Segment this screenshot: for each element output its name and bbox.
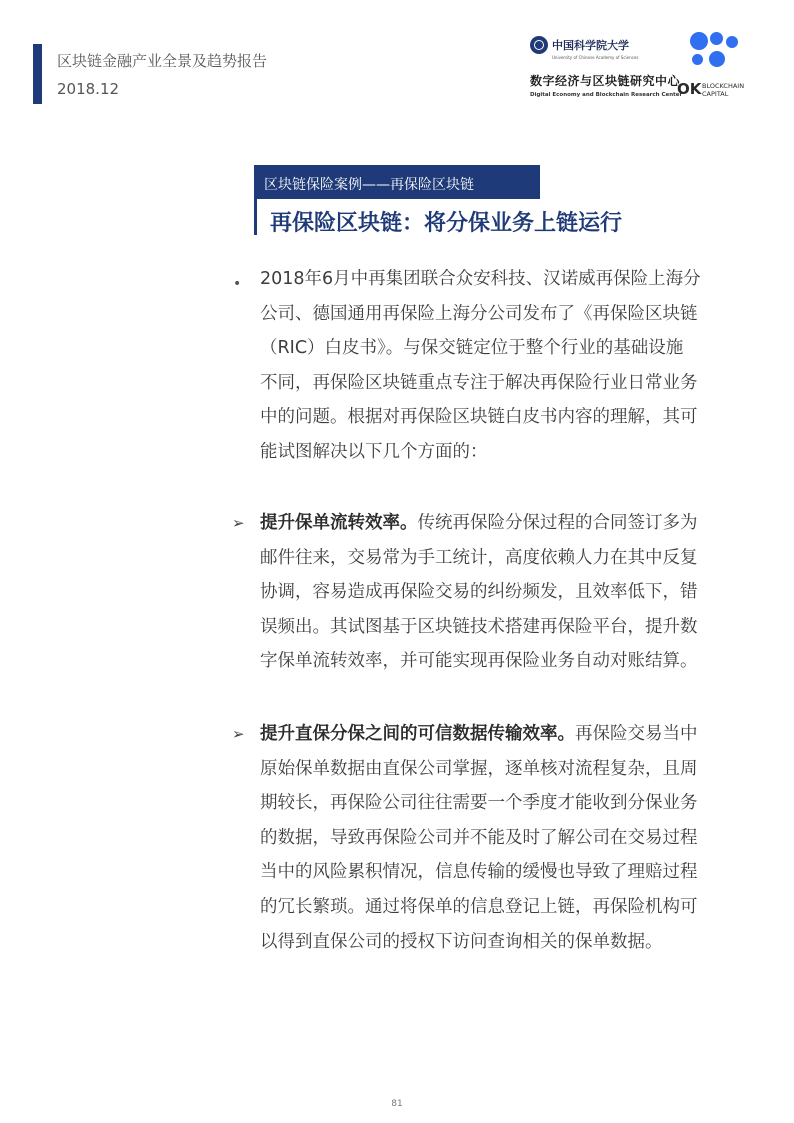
paragraph-line: 提升直保分保之间的可信数据传输效率。再保险交易当中 xyxy=(260,724,698,744)
paragraph-line: 误频出。其试图基于区块链技术搭建再保险平台，提升数 xyxy=(260,616,698,637)
paragraph-line: 能试图解决以下几个方面的： xyxy=(260,441,488,462)
research-center-english-name: Digital Economy and Blockchain Research Center xyxy=(530,92,683,98)
ucas-english-name: University of Chinese Academy of Sciences xyxy=(552,55,639,60)
paragraph-line: 公司、德国通用再保险上海分公司发布了《再保险区块链 xyxy=(260,303,698,324)
paragraph-line: 的数据，导致再保险公司并不能及时了解公司在交易过程 xyxy=(260,827,698,848)
paragraph-line: 协调，容易造成再保险交易的纠纷频发，且效率低下，错 xyxy=(260,582,698,603)
paragraph-line: 期较长，再保险公司往往需要一个季度才能收到分保业务 xyxy=(260,793,698,814)
ucas-name: 中国科学院大学 xyxy=(552,39,629,52)
paragraph-line: 的冗长繁琐。通过将保单的信息登记上链，再保险机构可 xyxy=(260,896,698,917)
paragraph-line: 当中的风险累积情况，信息传输的缓慢也导致了理赔过程 xyxy=(260,862,698,883)
paragraph-line: 中的问题。根据对再保险区块链白皮书内容的理解，其可 xyxy=(260,407,698,428)
point-lead: 提升保单流转效率。 xyxy=(260,513,418,533)
page-title: 再保险区块链：将分保业务上链运行 xyxy=(270,211,623,236)
paragraph-line: 字保单流转效率，并可能实现再保险业务自动对账结算。 xyxy=(260,651,698,672)
header-accent-bar xyxy=(33,44,42,104)
paragraph-line: 以得到直保公司的授权下访问查询相关的保单数据。 xyxy=(260,931,663,952)
point-lead: 提升直保分保之间的可信数据传输效率。 xyxy=(260,724,575,744)
point-paragraph-2 xyxy=(260,717,740,959)
section-label: 区块链保险案例——再保险区块链 xyxy=(264,177,474,193)
title-accent-rule xyxy=(254,199,257,235)
intro-paragraph xyxy=(260,262,740,470)
paragraph-line: （RIC）白皮书》。与保交链定位于整个行业的基础设施 xyxy=(260,338,684,359)
point-paragraph-1 xyxy=(260,506,740,679)
ucas-logo xyxy=(530,36,670,60)
arrow-bullet-icon: ➢ xyxy=(232,514,245,532)
paragraph-line: 提升保单流转效率。传统再保险分保过程的合同签订多为 xyxy=(260,513,698,533)
paragraph-line: 原始保单数据由直保公司掌握，逐单核对流程复杂，且周 xyxy=(260,758,698,779)
okb-mark: OK xyxy=(677,80,702,98)
arrow-bullet-icon: ➢ xyxy=(232,725,245,743)
research-center-name: 数字经济与区块链研究中心 xyxy=(530,74,681,88)
paragraph-line: 2018年6月中再集团联合众安科技、汉诺威再保险上海分 xyxy=(260,269,701,289)
bullet-icon: • xyxy=(233,276,242,292)
paragraph-line: 不同，再保险区块链重点专注于解决再保险行业日常业务 xyxy=(260,372,698,393)
page-number: 81 xyxy=(391,1099,403,1109)
report-title: 区块链金融产业全景及趋势报告 xyxy=(57,52,268,70)
okb-wordmark: BLOCKCHAIN CAPITAL xyxy=(702,82,745,98)
paragraph-line: 邮件往来，交易常为手工统计，高度依赖人力在其中反复 xyxy=(260,547,698,568)
ucas-emblem-icon xyxy=(530,36,548,54)
report-date: 2018.12 xyxy=(57,80,120,98)
